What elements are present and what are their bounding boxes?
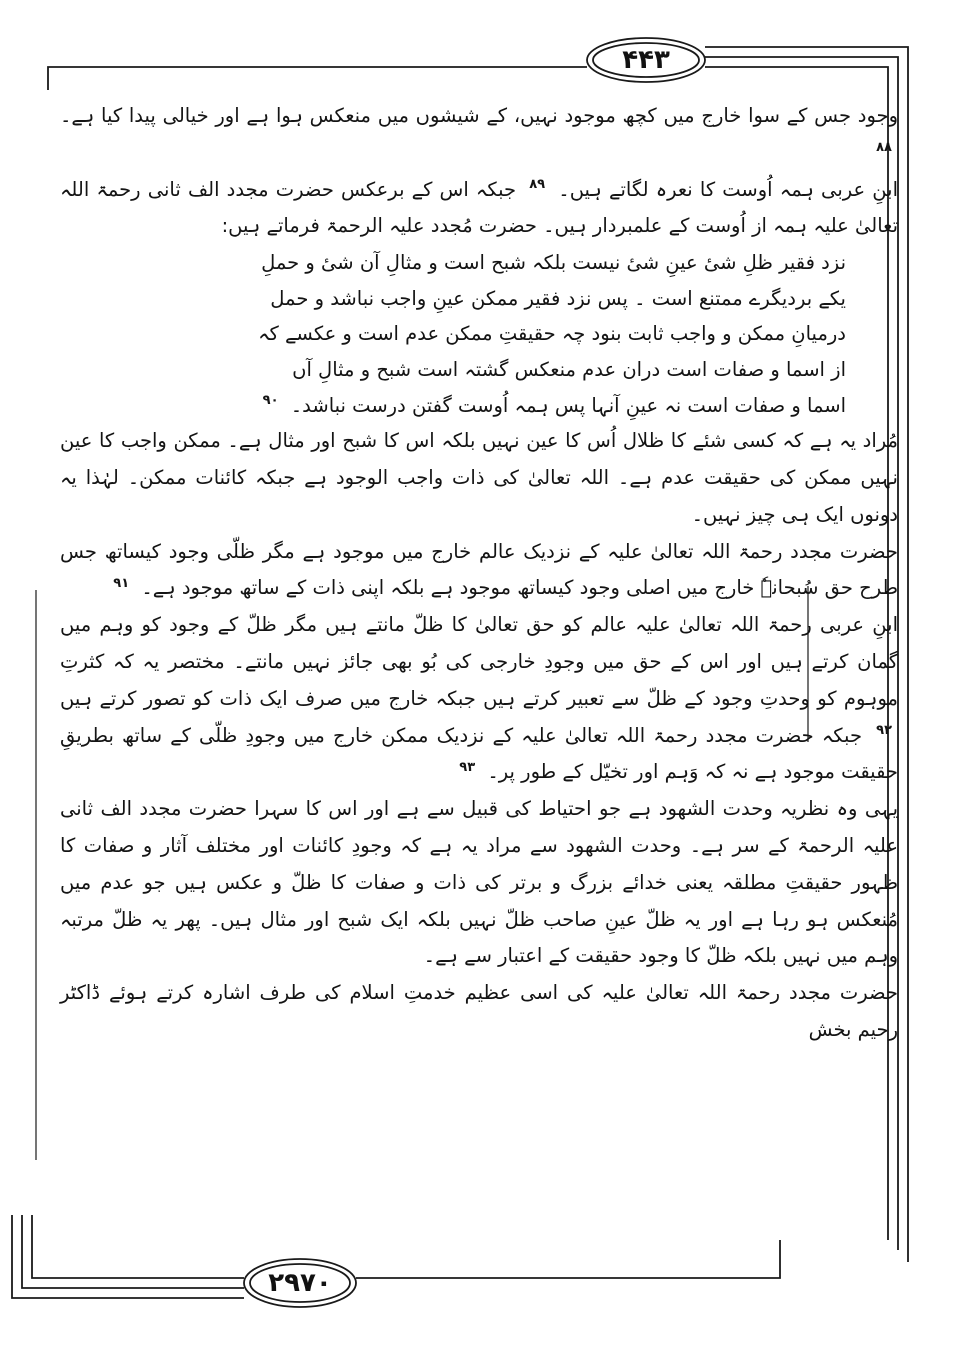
paragraph-text: حضرت مجدد رحمۃ اللہ تعالیٰ علیہ کی اسی عظیم خدمتِ اسلام کی طرف اشارہ کرتے ہوئے ڈاکٹر رحیم بخش bbox=[60, 981, 898, 1041]
footnote-ref: ۹۳ bbox=[459, 759, 476, 775]
quote-line: نزد فقیر ظلِ شیٔ عینِ شیٔ نیست بلکہ شبح است و مثالِ آن شیٔ و حملِ bbox=[261, 251, 846, 275]
paragraph bbox=[60, 423, 898, 533]
footnote-ref: ۸۸ bbox=[876, 140, 892, 156]
paragraph-text: جبکہ اس کے برعکس حضرت مجدد الف ثانی رحمۃ اللہ تعالیٰ علیہ ہمہ از اُوست کے علمبردار ہیں۔ حضرت مُجدد علیہ الرحمۃ فرماتے ہیں: bbox=[60, 177, 898, 238]
paragraph-text: ابنِ عربی رحمۃ اللہ تعالیٰ علیہ عالم کو حق تعالیٰ کا ظلّ مانتے ہیں مگر ظلّ کے وجود کو وہم میں گمان کرتے ہیں اور اس کے حق میں وجودِ خارجی کی بُو بھی جائز نہیں مانتے۔ مختصر یہ کہ کثرتِ موہوم کو وحدتِ وجود کے ظلّ سے تعبیر کرتے ہیں جبکہ خارج میں صرف ایک ذات کو تصور کرتے ہیں bbox=[60, 613, 898, 710]
paragraph-text: یہی وہ نظریہ وحدت الشھود ہے جو احتیاط کی قبیل سے ہے اور اس کا سہرا حضرت مجدد الف ثانی علیہ الرحمۃ کے سر ہے۔ وحدت الشھود سے مراد یہ ہے کہ وجودِ کائنات اور مختلف آثار و صفات کا ظہور حقیقتِ مطلقہ یعنی خدائے بزرگ و برتر کی ذات و صفات کا ظلّ و عکس ہیں جو عدم میں مُنعکس ہو رہا ہے اور یہ ظلّ عینِ صاحب ظلّ نہیں بلکہ ایک شبح اور مثال ہیں۔ پھر یہ ظلّ مرتبہ وہم میں نہیں بلکہ ظلّ کا وجود حقیقت کے اعتبار سے ہے۔ bbox=[60, 797, 898, 968]
page-number-bottom: ۲۹۷۰ bbox=[268, 1268, 332, 1298]
paragraph-text: مُراد یہ ہے کہ کسی شئے کا ظلال اُس کا عین نہیں بلکہ اس کا شبح اور مثال ہے۔ ممکن واجب کا عین نہیں ممکن کی حقیقت عدم ہے۔ اللہ تعالیٰ کی ذات واجب الوجود ہے جبکہ کائنات ممکن۔ لہٰذا یہ دونوں ایک ہی چیز نہیں۔ bbox=[60, 429, 898, 526]
footnote-ref: ۹۲ bbox=[876, 723, 893, 739]
footnote-ref: ۹۱ bbox=[113, 575, 130, 591]
quote-line-text: اسما و صفات است نہ عینِ آنہا پس ہمہ اُوست گفتن درست نباشد۔ bbox=[290, 393, 846, 417]
page-number-top: ۴۴۳ bbox=[622, 45, 670, 75]
paragraph-text: ابنِ عربی ہمہ اُوست کا نعرہ لگاتے ہیں۔ bbox=[558, 177, 898, 201]
paragraph bbox=[60, 534, 898, 608]
paragraph bbox=[60, 98, 898, 172]
paragraph-text: جبکہ حضرت مجدد رحمۃ اللہ تعالیٰ علیہ کے نزدیک ممکن خارج میں وجودِ ظلّی کے ساتھ بطریقِ حقیقت موجود ہے نہ کہ وَہم اور تخیّل کے طور پر۔ bbox=[60, 723, 898, 784]
paragraph-text: وجود جس کے سوا خارج میں کچھ موجود نہیں، کے شیشوں میں منعکس ہوا ہے اور خیالی پیدا کیا ہے۔ bbox=[60, 104, 898, 127]
paragraph bbox=[60, 172, 898, 246]
persian-quote bbox=[60, 245, 898, 423]
footnote-ref: ۸۹ bbox=[529, 177, 546, 193]
body-text bbox=[60, 98, 898, 1049]
paragraph bbox=[60, 791, 898, 975]
paragraph bbox=[60, 975, 898, 1049]
paragraph-text: حضرت مجدد رحمۃ اللہ تعالیٰ علیہ کے نزدیک عالم خارج میں موجود ہے مگر ظلّی وجود کیساتھ جس طرح حق سُبحانہٗ خارج میں اصلی وجود کیساتھ موجود ہے بلکہ اپنی ذات کے ساتھ موجود ہے۔ bbox=[60, 539, 898, 600]
quote-line: از اسما و صفات است دران عدم منعکس گشتہ است شبح و مثالِ آں bbox=[292, 357, 846, 381]
paragraph bbox=[60, 607, 898, 791]
quote-line: یکے بردیگرے ممتنع است ۔ پس نزد فقیر ممکن عینِ واجب نباشد و حمل bbox=[270, 286, 846, 310]
quote-line bbox=[130, 388, 846, 424]
footnote-ref: ۹۰ bbox=[262, 393, 279, 409]
quote-line: درمیانِ ممکن و واجب ثابت بنود چہ حقیقتِ ممکن عدم است و عکسے کہ bbox=[258, 322, 846, 346]
